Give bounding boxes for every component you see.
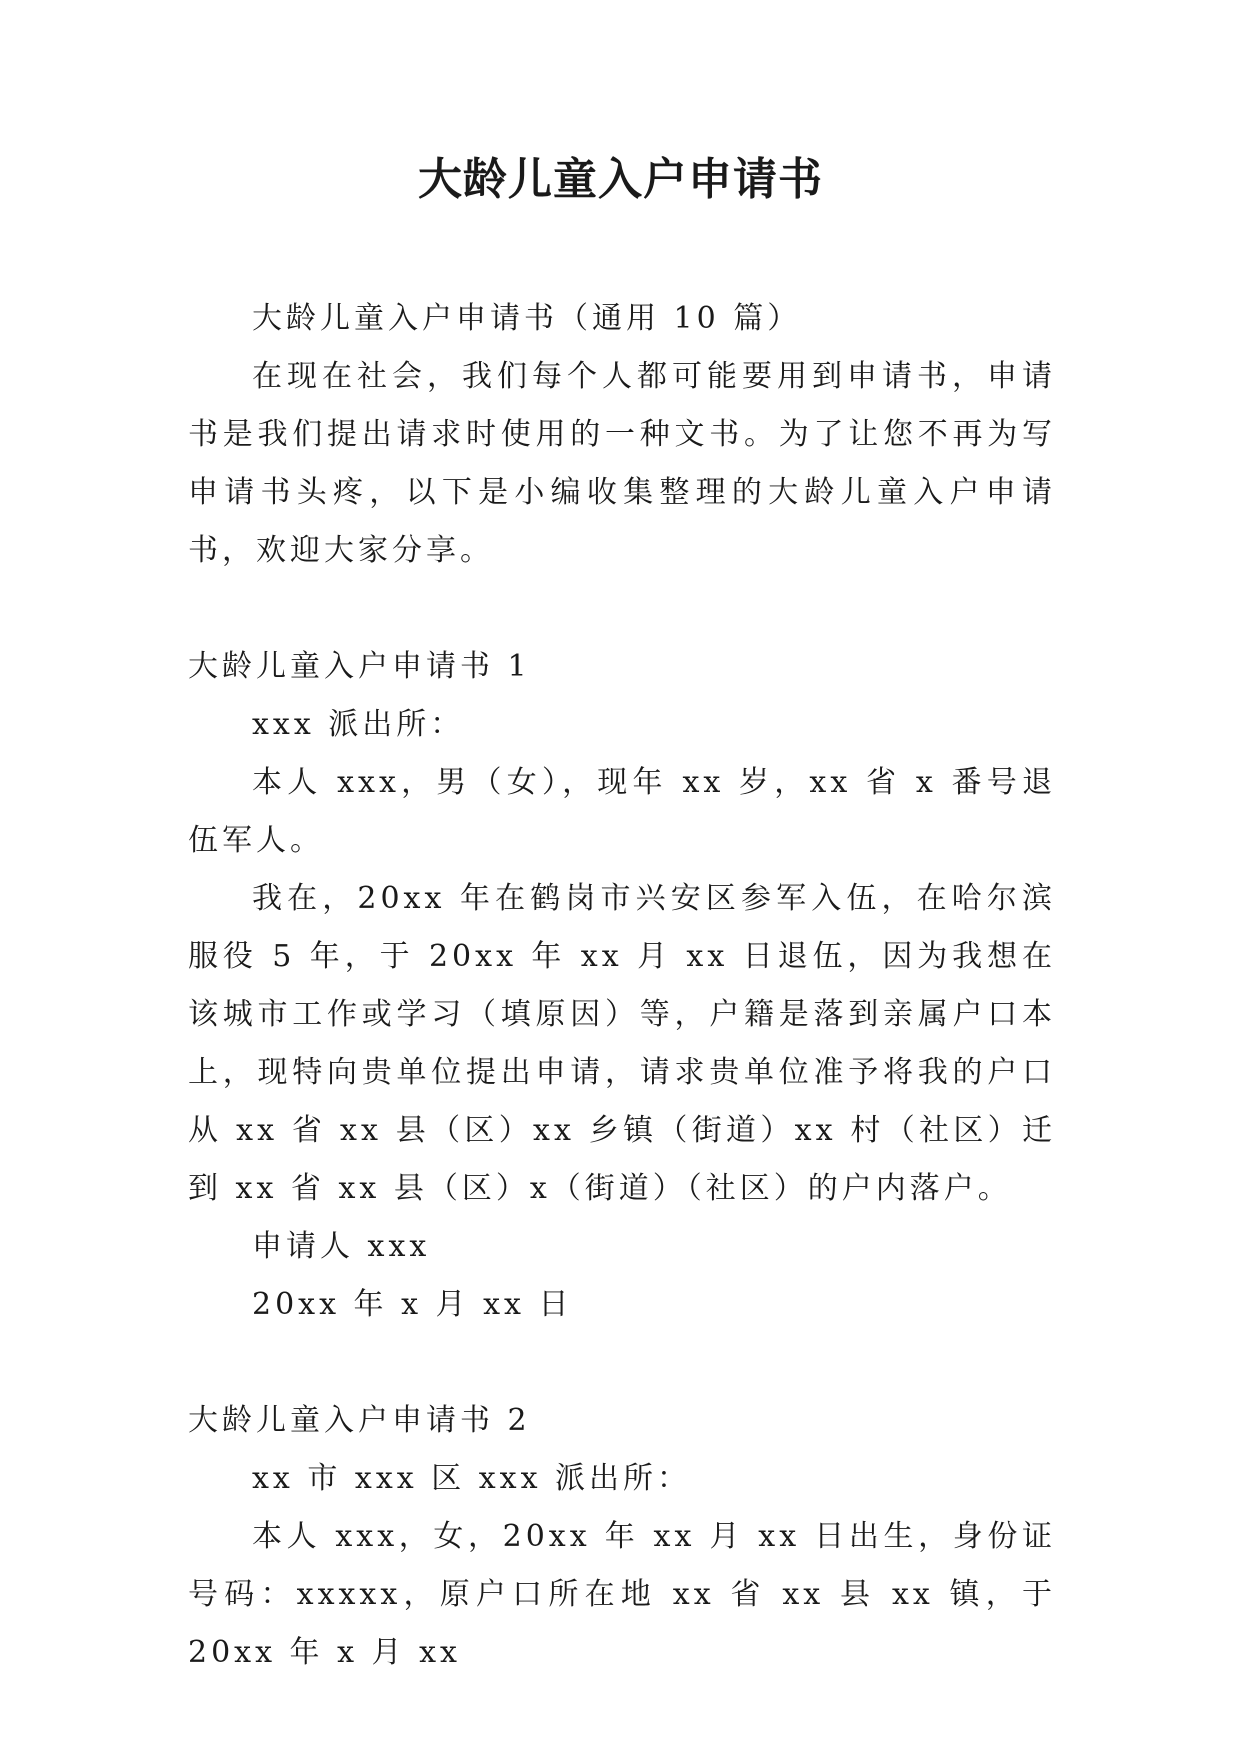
section-2-paragraph-1: 本人 xxx，女，20xx 年 xx 月 xx 日出生，身份证号码：xxxxx，原户口所在地 xx 省 xx 县 xx 镇，于 20xx 年 x 月 xx (188, 1519, 1056, 1670)
section-1-paragraph-2: 我在，20xx 年在鹤岗市兴安区参军入伍，在哈尔滨服役 5 年，于 20xx 年 xx 月 xx 日退伍，因为我想在该城市工作或学习（填原因）等，户籍是落到亲属户口本上，现特向贵单位提出申请，请求贵单位准予将我的户口从 xx 省 xx 县（区）xx 乡镇（街道）xx 村（社区）迁到 xx 省 xx 县（区）x（街道）（社区）的户内落户。 (188, 881, 1056, 1206)
section-2-addressee: xx 市 xxx 区 xxx 派出所： (252, 1461, 692, 1496)
section-1-signature: 申请人 xxx (252, 1229, 431, 1264)
section-heading-2: 大龄儿童入户申请书 2 (188, 1403, 531, 1438)
document-body (188, 290, 1056, 1682)
section-1-paragraph-1: 本人 xxx，男（女），现年 xx 岁，xx 省 x 番号退伍军人。 (188, 765, 1056, 858)
document-title: 大龄儿童入户申请书 (418, 154, 823, 205)
document-subtitle: 大龄儿童入户申请书（通用 10 篇） (252, 301, 802, 336)
section-1-date: 20xx 年 x 月 xx 日 (252, 1287, 573, 1322)
intro-paragraph: 在现在社会，我们每个人都可能要用到申请书，申请书是我们提出请求时使用的一种文书。为了让您不再为写申请书头疼，以下是小编收集整理的大龄儿童入户申请书，欢迎大家分享。 (188, 359, 1056, 568)
section-heading-1: 大龄儿童入户申请书 1 (188, 649, 531, 684)
section-1-addressee: xxx 派出所： (252, 707, 465, 742)
